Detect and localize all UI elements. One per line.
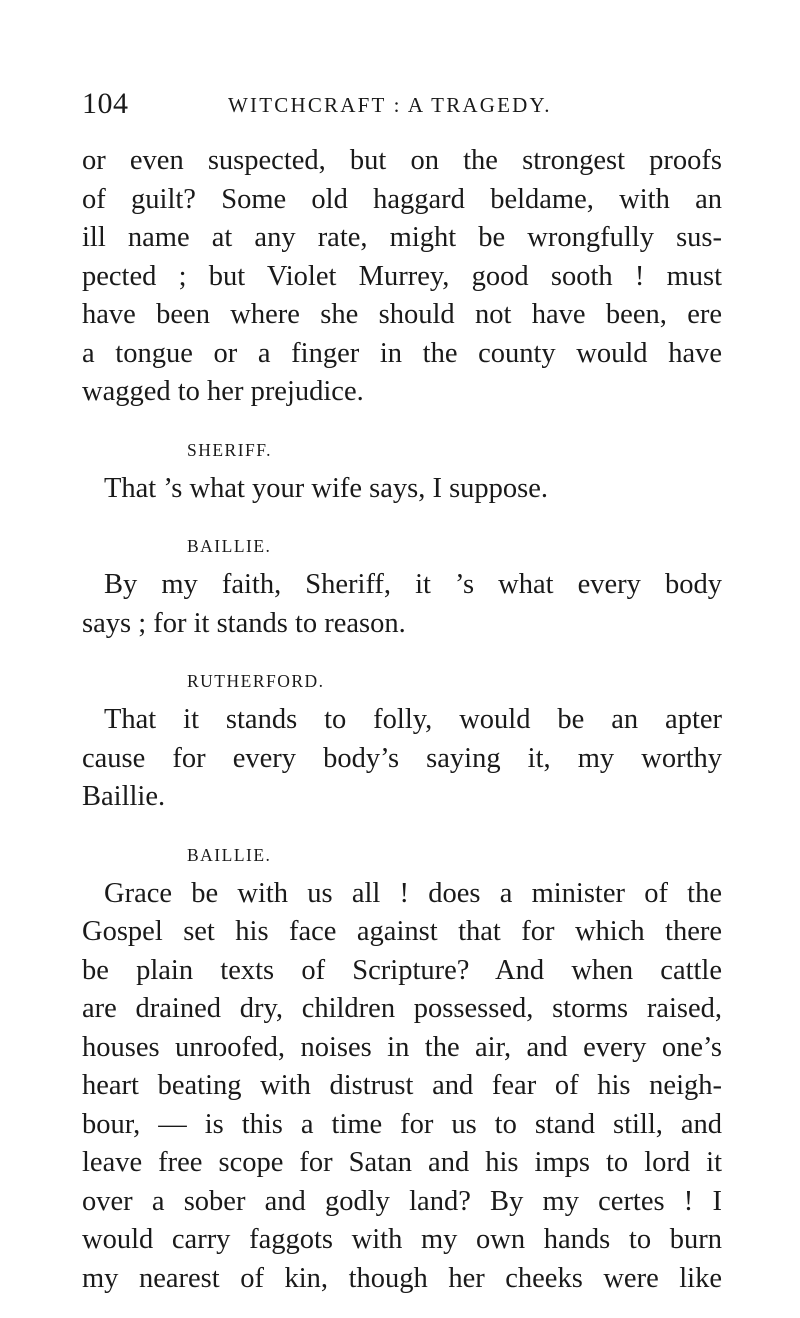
page-body bbox=[82, 142, 722, 1298]
page-header bbox=[0, 86, 800, 126]
text-line: bour, — is this a time for us to stand still, and bbox=[82, 1108, 722, 1140]
speaker-name: SHERIFF. bbox=[187, 439, 272, 460]
text-line: a tongue or a finger in the county would have bbox=[82, 337, 722, 369]
text-line: my nearest of kin, though her cheeks were like bbox=[82, 1262, 722, 1294]
speaker-name: BAILLIE. bbox=[187, 844, 272, 865]
speaker-name: RUTHERFORD. bbox=[187, 671, 325, 691]
text-line: or even suspected, but on the strongest proofs bbox=[82, 145, 722, 176]
text-line: have been where she should not have been, ere bbox=[82, 299, 722, 330]
text-line: By my faith, Sheriff, it ’s what every body bbox=[104, 569, 722, 600]
text-line: be plain texts of Scripture? And when cattle bbox=[82, 954, 722, 986]
speaker-name: BAILLIE. bbox=[187, 536, 272, 556]
text-line: cause for every body’s saying it, my worthy bbox=[82, 742, 722, 774]
text-line: are drained dry, children possessed, storms raised, bbox=[82, 993, 722, 1024]
running-title: WITCHCRAFT : A TRAGEDY. bbox=[228, 93, 552, 117]
text-line: wagged to her prejudice. bbox=[82, 376, 364, 407]
speech-rutherford bbox=[82, 669, 722, 817]
speech-sheriff bbox=[82, 438, 722, 509]
text-line: ill name at any rate, might be wrongfully sus- bbox=[82, 222, 722, 253]
page-number: 104 bbox=[82, 87, 129, 120]
text-line: pected ; but Violet Murrey, good sooth ! must bbox=[82, 260, 722, 292]
text-line: houses unroofed, noises in the air, and every one’s bbox=[82, 1031, 722, 1063]
text-line: heart beating with distrust and fear of his neigh- bbox=[82, 1070, 722, 1101]
text-line: would carry faggots with my own hands to burn bbox=[82, 1224, 722, 1255]
text-line: Gospel set his face against that for which there bbox=[82, 916, 722, 947]
continued-paragraph bbox=[82, 142, 722, 412]
text-line: That it stands to folly, would be an apter bbox=[104, 704, 722, 735]
text-line: leave free scope for Satan and his imps to lord it bbox=[82, 1147, 722, 1178]
speech-baillie bbox=[82, 843, 722, 1299]
text-line: Grace be with us all ! does a minister of the bbox=[104, 877, 722, 909]
text-line: over a sober and godly land? By my certes ! I bbox=[82, 1185, 722, 1217]
text-line: Baillie. bbox=[82, 781, 166, 812]
text-line: of guilt? Some old haggard beldame, with an bbox=[82, 183, 722, 215]
speech-baillie bbox=[82, 534, 722, 643]
text-line: says ; for it stands to reason. bbox=[82, 607, 406, 639]
text-line: That ’s what your wife says, I suppose. bbox=[104, 472, 549, 504]
